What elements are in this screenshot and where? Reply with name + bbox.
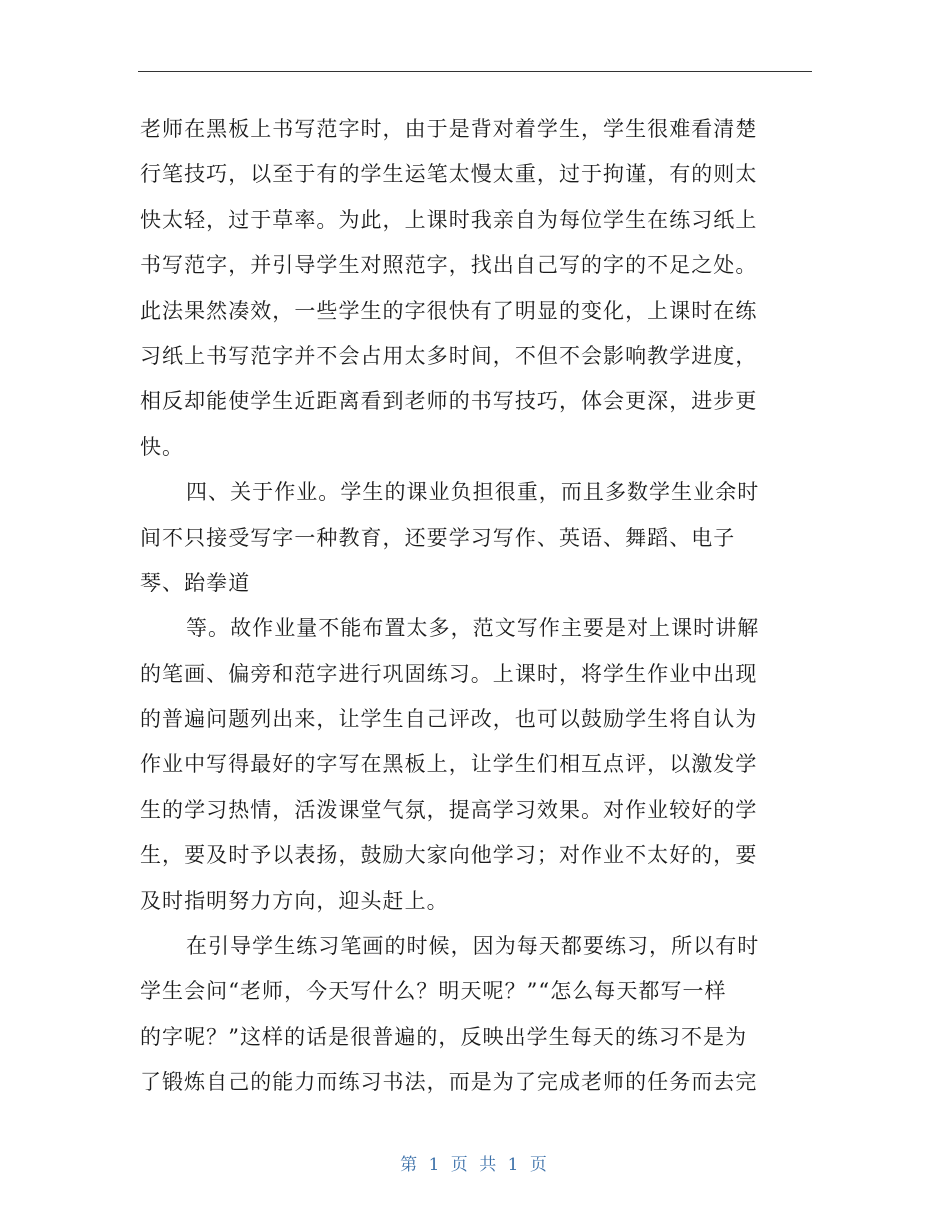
text-line: 在引导学生练习笔画的时候，因为每天都要练习，所以有时: [186, 934, 760, 959]
text-line: 琴、跆拳道: [140, 570, 251, 595]
text-line: 的普遍问题列出来，让学生自己评改，也可以鼓励学生将自认为: [140, 707, 758, 732]
header-rule: [138, 71, 812, 72]
document-body: [140, 107, 816, 1106]
text-line: 学生会问“老师，今天写什么？明天呢？”“怎么每天都写一样: [140, 979, 727, 1004]
text-line: 的笔画、偏旁和范字进行巩固练习。上课时，将学生作业中出现: [140, 661, 758, 686]
text-line: 作业中写得最好的字写在黑板上，让学生们相互点评，以激发学: [140, 752, 758, 777]
text-line: 习纸上书写范字并不会占用太多时间，不但不会影响教学进度，: [140, 343, 758, 368]
text-line: 行笔技巧，以至于有的学生运笔太慢太重，过于拘谨，有的则太: [140, 162, 758, 187]
text-line: 了锻炼自己的能力而练习书法，而是为了完成老师的任务而去完: [140, 1070, 758, 1095]
text-line: 的字呢？”这样的话是很普遍的，反映出学生每天的练习不是为: [140, 1024, 748, 1049]
text-line: 生的学习热情，活泼课堂气氛，提高学习效果。对作业较好的学: [140, 797, 758, 822]
page-footer: 第 1 页 共 1 页: [400, 1155, 550, 1175]
text-line: 及时指明努力方向，迎头赶上。: [140, 888, 449, 913]
text-line: 等。故作业量不能布置太多，范文写作主要是对上课时讲解: [186, 616, 760, 641]
text-line: 此法果然凑效，一些学生的字很快有了明显的变化，上课时在练: [140, 298, 758, 323]
text-line: 间不只接受写字一种教育，还要学习写作、英语、舞蹈、电子: [140, 525, 736, 550]
text-line: 快太轻，过于草率。为此，上课时我亲自为每位学生在练习纸上: [140, 207, 758, 232]
text-line: 快。: [140, 434, 185, 459]
text-line: 四、关于作业。学生的课业负担很重，而且多数学生业余时: [186, 480, 760, 505]
text-line: 书写范字，并引导学生对照范字，找出自己写的字的不足之处。: [140, 253, 758, 278]
text-line: 老师在黑板上书写范字时，由于是背对着学生，学生很难看清楚: [140, 117, 758, 141]
text-line: 相反却能使学生近距离看到老师的书写技巧，体会更深，进步更: [140, 389, 758, 414]
text-line: 生，要及时予以表扬，鼓励大家向他学习；对作业不太好的，要: [140, 843, 758, 868]
